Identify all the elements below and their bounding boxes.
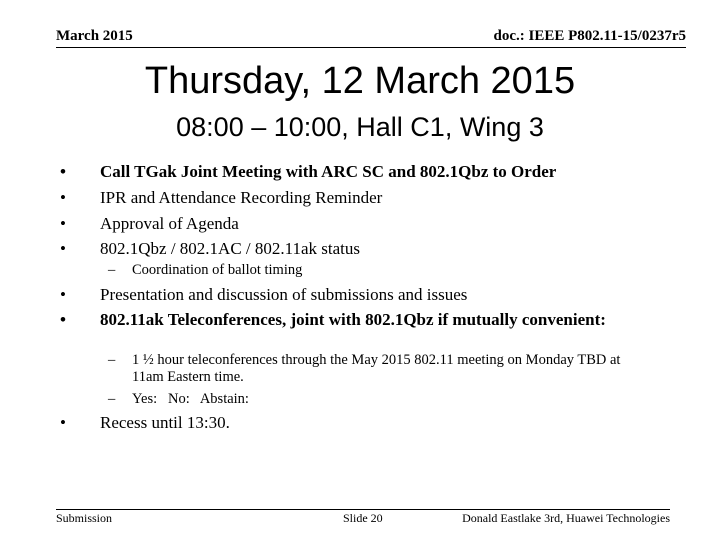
bullet-icon: • [60,310,66,329]
agenda-item-text: Recess until 13:30. [100,413,230,432]
agenda-item-text: 802.1Qbz / 802.1AC / 802.11ak status [100,239,361,258]
dash-icon: – [108,352,116,368]
footer-slide-number: Slide 20 [343,511,383,525]
bullet-icon: • [60,413,66,432]
dash-icon: – [108,391,116,407]
bullet-icon: • [60,285,66,304]
agenda-item-text: IPR and Attendance Recording Reminder [100,188,383,207]
footer-rule [56,509,670,510]
agenda-subitem-text: Coordination of ballot timing [132,262,303,278]
bullet-icon: • [60,239,66,258]
dash-icon: – [108,262,116,278]
bullet-icon: • [60,162,66,181]
slide-title: Thursday, 12 March 2015 [144,60,576,102]
agenda-item-text: Presentation and discussion of submissions and issues [100,285,468,304]
agenda-subitem-text: Yes: No: Abstain: [132,391,249,407]
agenda-item-text: Approval of Agenda [100,214,239,233]
header-doc-id: doc.: IEEE P802.11-15/0237r5 [493,28,686,44]
agenda-item-text: Call TGak Joint Meeting with ARC SC and 802.1Qbz to Order [100,162,557,181]
header-date: March 2015 [56,28,133,44]
header-rule [56,47,686,48]
footer-author: Donald Eastlake 3rd, Huawei Technologies [462,511,670,525]
agenda-item-text: 802.11ak Teleconferences, joint with 802.1Qbz if mutually convenient: [100,310,606,329]
bullet-icon: • [60,214,66,233]
slide-subtitle: 08:00 – 10:00, Hall C1, Wing 3 [176,112,544,142]
footer-submission: Submission [56,511,113,525]
agenda-subitem-text: 1 ½ hour teleconferences through the May 2015 802.11 meeting on Monday TBD at 11am Eastern time. [132,352,621,385]
bullet-icon: • [60,188,66,207]
